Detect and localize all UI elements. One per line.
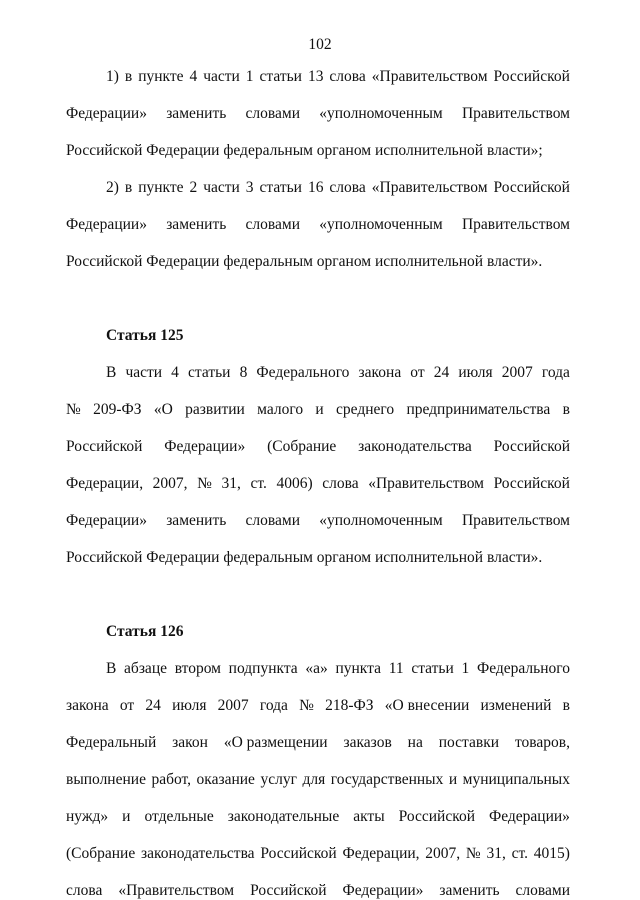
text-word: Федерации, bbox=[342, 845, 420, 862]
text-word: Российской Федерации федеральным органом исполнительной власти»; bbox=[66, 142, 543, 159]
text-word: закона bbox=[358, 364, 402, 381]
text-word: нужд» bbox=[66, 808, 109, 825]
text-word: пункте bbox=[138, 179, 184, 196]
text-word: 4015) bbox=[533, 845, 570, 862]
text-word: слова bbox=[329, 179, 366, 196]
text-word: заменить bbox=[166, 216, 227, 233]
text-word: 2007 bbox=[501, 364, 533, 381]
text-word: «О внесении bbox=[384, 697, 470, 714]
text-word: Правительством bbox=[461, 105, 570, 122]
text-word: части bbox=[125, 364, 163, 381]
text-word: «а» bbox=[305, 660, 328, 677]
text-word: для bbox=[302, 771, 326, 788]
text-word: на bbox=[407, 734, 423, 751]
text-word: Правительством bbox=[461, 216, 570, 233]
text-word: законодательства bbox=[141, 845, 255, 862]
text-word: года bbox=[259, 697, 288, 714]
paragraph-line bbox=[66, 391, 570, 428]
text-word: 4 bbox=[189, 68, 198, 85]
document-body bbox=[66, 58, 570, 900]
text-word: от bbox=[119, 697, 135, 714]
text-word: Российской bbox=[66, 438, 143, 455]
text-word: пункте bbox=[138, 68, 184, 85]
text-word: в bbox=[124, 68, 133, 85]
text-word: 1 bbox=[461, 660, 470, 677]
text-word: законодательства bbox=[358, 438, 472, 455]
text-word: 2007, bbox=[152, 475, 188, 492]
text-word: июля bbox=[458, 364, 493, 381]
text-word: Российской bbox=[493, 179, 570, 196]
text-word: Федерации» bbox=[488, 808, 570, 825]
text-word: года bbox=[541, 364, 570, 381]
paragraph-line bbox=[66, 687, 570, 724]
text-word: государственных bbox=[330, 771, 444, 788]
text-word: «уполномоченным bbox=[319, 512, 443, 529]
text-word: части bbox=[203, 68, 240, 85]
text-word: Российской Федерации федеральным органом исполнительной власти». bbox=[66, 549, 543, 566]
text-word: 2) bbox=[106, 179, 119, 196]
text-word: № bbox=[299, 697, 314, 714]
text-word: «О bbox=[153, 401, 173, 418]
article-title: Статья 126 bbox=[106, 623, 184, 640]
text-word: № bbox=[66, 401, 81, 418]
text-word: статьи bbox=[188, 364, 231, 381]
text-word: и bbox=[448, 771, 458, 788]
paragraph-line bbox=[66, 206, 570, 243]
text-word: 11 bbox=[388, 660, 404, 677]
text-word: словами bbox=[515, 882, 570, 899]
text-word: «О размещении bbox=[223, 734, 328, 751]
text-word: 31, bbox=[221, 475, 241, 492]
text-word: Российской bbox=[493, 68, 570, 85]
text-word: 31, bbox=[486, 845, 506, 862]
text-word: (Собрание bbox=[267, 438, 337, 455]
paragraph-line bbox=[66, 798, 570, 835]
text-word: 4006) bbox=[276, 475, 313, 492]
text-word: В bbox=[106, 660, 117, 677]
text-word: закона bbox=[66, 697, 109, 714]
paragraph-line bbox=[66, 761, 570, 798]
text-word: «Правительством bbox=[371, 68, 488, 85]
text-word: июля bbox=[172, 697, 207, 714]
article-title: Статья 125 bbox=[106, 327, 184, 344]
text-word: в bbox=[562, 697, 570, 714]
text-word: в bbox=[124, 179, 133, 196]
paragraph-line bbox=[66, 428, 570, 465]
text-word: 16 bbox=[307, 179, 324, 196]
text-word: и bbox=[122, 808, 131, 825]
text-word: от bbox=[410, 364, 425, 381]
text-word: ст. bbox=[511, 845, 528, 862]
text-word: слова bbox=[66, 882, 103, 899]
text-word: Российской bbox=[493, 438, 570, 455]
text-word: статьи bbox=[411, 660, 454, 677]
text-word: отдельные bbox=[144, 808, 214, 825]
text-word: Российской bbox=[493, 475, 570, 492]
paragraph-line bbox=[66, 650, 570, 687]
text-word: словами bbox=[245, 216, 301, 233]
text-word: (Собрание bbox=[66, 845, 136, 862]
paragraph-line bbox=[66, 58, 570, 95]
text-word: подпункта bbox=[228, 660, 298, 677]
text-word: «уполномоченным bbox=[319, 216, 443, 233]
text-word: 2007 bbox=[217, 697, 249, 714]
paragraph-line bbox=[66, 465, 570, 502]
text-word: статьи bbox=[259, 68, 302, 85]
text-word: № bbox=[197, 475, 212, 492]
text-word: предпринимательства bbox=[406, 401, 551, 418]
text-word: Правительством bbox=[461, 512, 570, 529]
text-word: № bbox=[465, 845, 481, 862]
amendment-item-2 bbox=[66, 169, 570, 280]
text-word: 209-ФЗ bbox=[93, 401, 142, 418]
text-word: заменить bbox=[439, 882, 500, 899]
text-word: Российской bbox=[250, 882, 327, 899]
text-word: 2007, bbox=[425, 845, 461, 862]
text-word: 2 bbox=[189, 179, 198, 196]
text-word: Федерального bbox=[256, 364, 350, 381]
text-word: поставки bbox=[438, 734, 500, 751]
text-word: Российской Федерации федеральным органом исполнительной власти». bbox=[66, 253, 543, 270]
text-word: 4 bbox=[171, 364, 179, 381]
text-word: товаров, bbox=[514, 734, 570, 751]
paragraph-line bbox=[66, 835, 570, 872]
text-word: Федерации» bbox=[66, 105, 147, 122]
text-word: статьи bbox=[259, 179, 302, 196]
text-word: заменить bbox=[166, 512, 227, 529]
text-word: акты bbox=[353, 808, 385, 825]
text-word: пункта bbox=[335, 660, 381, 677]
text-word: и bbox=[315, 401, 324, 418]
paragraph-line bbox=[66, 169, 570, 206]
text-word: муниципальных bbox=[462, 771, 570, 788]
text-word: «Правительством bbox=[371, 179, 488, 196]
text-word: абзаце bbox=[124, 660, 167, 677]
text-word: «Правительством bbox=[118, 882, 235, 899]
text-word: оказание bbox=[196, 771, 255, 788]
text-word: Федерации» bbox=[342, 882, 424, 899]
text-word: в bbox=[562, 401, 570, 418]
text-word: малого bbox=[257, 401, 304, 418]
text-word: 1 bbox=[245, 68, 254, 85]
text-word: Федерации» bbox=[66, 512, 147, 529]
paragraph-line bbox=[66, 872, 570, 900]
article-125 bbox=[66, 317, 570, 576]
text-word: работ, bbox=[151, 771, 192, 788]
text-word: закон bbox=[172, 734, 208, 751]
text-word: заменить bbox=[166, 105, 227, 122]
text-word: выполнение bbox=[66, 771, 146, 788]
text-word: изменений bbox=[480, 697, 552, 714]
text-word: 24 bbox=[145, 697, 161, 714]
text-word: заказов bbox=[343, 734, 392, 751]
text-word: втором bbox=[174, 660, 221, 677]
paragraph-line bbox=[66, 354, 570, 391]
text-word: Федеральный bbox=[66, 734, 157, 751]
text-word: развитии bbox=[185, 401, 245, 418]
paragraph-line bbox=[66, 502, 570, 539]
text-word: среднего bbox=[336, 401, 395, 418]
text-word: ст. bbox=[250, 475, 267, 492]
text-word: 1) bbox=[106, 68, 119, 85]
text-word: 218-ФЗ bbox=[325, 697, 374, 714]
text-word: 24 bbox=[433, 364, 450, 381]
paragraph-line bbox=[66, 724, 570, 761]
article-126 bbox=[66, 613, 570, 900]
text-word: слова bbox=[329, 68, 366, 85]
text-word: законодательные bbox=[227, 808, 340, 825]
text-word: части bbox=[203, 179, 240, 196]
paragraph-line bbox=[66, 95, 570, 132]
text-word: словами bbox=[245, 512, 301, 529]
text-word: В bbox=[106, 364, 117, 381]
amendment-item-1 bbox=[66, 58, 570, 169]
text-word: «уполномоченным bbox=[319, 105, 443, 122]
text-word: 3 bbox=[245, 179, 254, 196]
text-word: Федерации» bbox=[164, 438, 246, 455]
text-word: Российской bbox=[398, 808, 475, 825]
text-word: Федерации, bbox=[66, 475, 144, 492]
text-word: словами bbox=[245, 105, 301, 122]
text-word: 8 bbox=[239, 364, 248, 381]
text-word: Российской bbox=[260, 845, 337, 862]
text-word: Федерального bbox=[476, 660, 570, 677]
text-word: 13 bbox=[307, 68, 324, 85]
paragraph-line bbox=[66, 132, 570, 169]
text-word: услуг bbox=[260, 771, 297, 788]
text-word: Федерации» bbox=[66, 216, 147, 233]
text-word: слова bbox=[322, 475, 359, 492]
page-number: 102 bbox=[308, 36, 332, 53]
text-word: «Правительством bbox=[368, 475, 484, 492]
paragraph-line bbox=[66, 539, 570, 576]
paragraph-line bbox=[66, 243, 570, 280]
